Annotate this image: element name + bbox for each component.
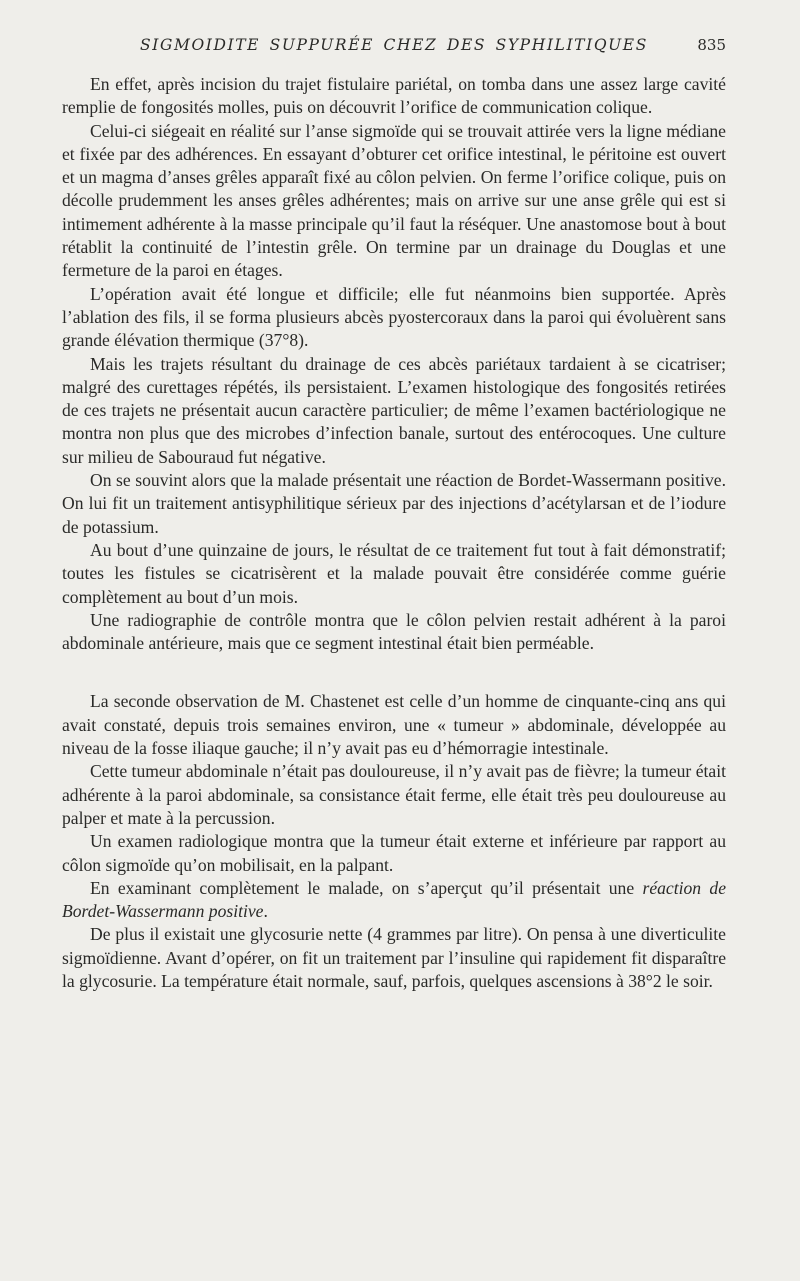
paragraph-4: Mais les trajets résultant du drainage de ces abcès pariétaux tardaient à se cicatriser; malgré des curettages répétés, ils persistaient. L’examen histologique des fongosités retirées de ces trajets ne présentait aucun caractère particulier; de même l’examen bactériologique ne montra non plus que des microbes d’infection banale, surtout des entérocoques. Une culture sur milieu de Sabouraud fut négative. [62,353,726,467]
paragraph-11 [62,877,726,924]
paragraph-8: La seconde observation de M. Chastenet est celle d’un homme de cinquante-cinq ans qui avait constaté, depuis trois semaines environ, une « tumeur » abdominale, développée au niveau de la fosse iliaque gauche; il n’y avait pas eu d’hémorragie intestinale. [62,691,726,759]
paragraph-1: En effet, après incision du trajet fistulaire pariétal, on tomba dans une assez large cavité remplie de fongosités molles, puis on découvrit l’orifice de communication colique. [62,74,726,118]
paragraph-11-emphasis: réaction de Bordet-Wassermann positive [62,877,727,922]
paragraph-12: De plus il existait une glycosurie nette (4 grammes par litre). On pensa à une diverticulite sigmoïdienne. Avant d’opérer, on fit un traitement par l’insuline qui rapidement fit disparaître la glycosurie. La température était normale, sauf, parfois, quelques ascensions à 38°2 le soir. [62,924,726,991]
body-text [62,73,726,993]
paragraph-2: Celui-ci siégeait en réalité sur l’anse sigmoïde qui se trouvait attirée vers la ligne médiane et fixée par des adhérences. En essayant d’obturer cet orifice intestinal, le péritoine est ouvert et un magma d’anses grêles apparaît fixé au côlon pelvien. On ferme l’orifice colique, puis on décolle prudemment les anses grêles adhérentes; mais on arrive sur une anse grêle qui est si intimement adhérente à la masse principale qu’il faut la réséquer. Une anastomose bout à bout rétablit la continuité de l’intestin grêle. On termine par un drainage du Douglas et une fermeture de la paroi en étages. [62,120,726,281]
paragraph-10: Un examen radiologique montra que la tumeur était externe et inférieure par rapport au côlon sigmoïde qu’on mobilisait, en la palpant. [62,831,726,875]
paragraph-3: L’opération avait été longue et difficile; elle fut néanmoins bien supportée. Après l’ablation des fils, il se forma plusieurs abcès pyostercoraux dans la paroi qui évoluèrent sans grande élévation thermique (37°8). [62,283,726,351]
paragraph-7: Une radiographie de contrôle montra que le côlon pelvien restait adhérent à la paroi abdominale antérieure, mais que ce segment intestinal était bien perméable. [62,609,726,654]
page-number: 835 [697,36,726,54]
paragraph-5: On se souvint alors que la malade présentait une réaction de Bordet-Wassermann positive. On lui fit un traitement antisyphilitique sérieux par des injections d’acétylarsan et de l’iodure de potassium. [62,470,726,537]
paragraph-11-end: . [263,901,268,922]
paragraph-6: Au bout d’une quinzaine de jours, le résultat de ce traitement fut tout à fait démonstratif; toutes les fistules se cicatrisèrent et la malade pouvait être considérée comme guérie complètement au bout d’un mois. [62,539,726,607]
paragraph-9: Cette tumeur abdominale n’était pas douloureuse, il n’y avait pas de fièvre; la tumeur était adhérente à la paroi abdominale, sa consistance était ferme, elle était très peu douloureuse au palper et mate à la percussion. [62,761,726,828]
running-title: SIGMOIDITE SUPPURÉE CHEZ DES SYPHILITIQUES [140,36,648,54]
paragraph-11-text: En examinant complètement le malade, on s’aperçut qu’il présentait une [90,877,643,898]
running-head [62,36,726,56]
